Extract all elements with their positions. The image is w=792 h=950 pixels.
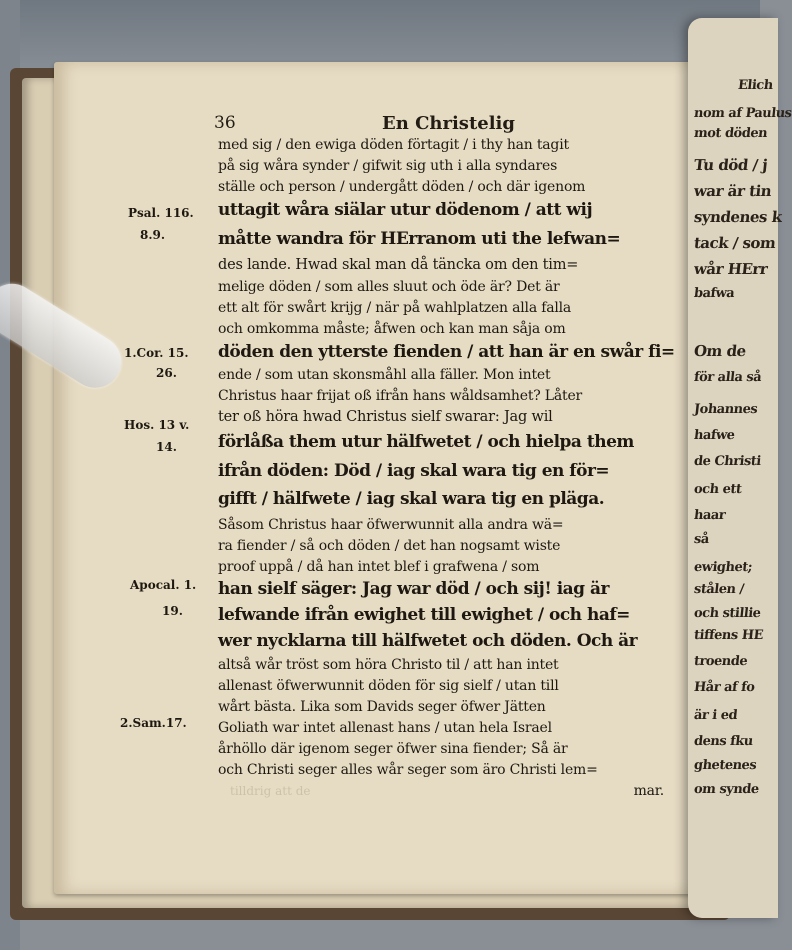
running-title: En Christelig bbox=[382, 113, 515, 134]
page-header bbox=[214, 113, 684, 135]
text-line: lefwande ifrån ewighet till ewighet / och haf= bbox=[218, 605, 630, 625]
right-page bbox=[688, 18, 792, 918]
right-page-line: de Christi bbox=[693, 454, 762, 469]
text-line: allenast öfwerwunnit döden för sig sielf / utan till bbox=[218, 678, 559, 694]
margin-note: 1.Cor. 15. bbox=[124, 346, 189, 360]
margin-note: 14. bbox=[156, 440, 177, 454]
right-page-line: tack / som bbox=[693, 234, 777, 252]
margin-note: Apocal. 1. bbox=[130, 578, 197, 592]
right-page-line: för alla så bbox=[693, 370, 762, 385]
text-line: mar. bbox=[633, 783, 664, 799]
right-page-line: dens fku bbox=[693, 734, 754, 749]
right-page-line: och stillie bbox=[693, 606, 762, 621]
right-page-line: haar bbox=[693, 508, 726, 523]
text-line: förlåßa them utur hälfwetet / och hielpa them bbox=[218, 432, 634, 452]
text-line: Christus haar frijat oß ifrån hans wåldsamhet? Låter bbox=[218, 388, 583, 404]
right-page-line: stålen / bbox=[693, 582, 745, 597]
right-page-line: Johannes bbox=[693, 402, 758, 417]
right-page-line: om synde bbox=[693, 782, 760, 797]
text-line: måtte wandra för HErranom uti the lefwan= bbox=[218, 229, 621, 249]
text-line: uttagit wåra siälar utur dödenom / att wij bbox=[218, 200, 593, 220]
right-page-line: troende bbox=[693, 654, 748, 669]
text-line: ställe och person / undergått döden / och där igenom bbox=[218, 179, 586, 195]
right-page-line: bafwa bbox=[693, 286, 736, 301]
margin-note: Hos. 13 v. bbox=[124, 418, 190, 432]
text-line: melige döden / som alles sluut och öde är? Det är bbox=[218, 279, 560, 295]
show-through-text: tilldrig att de bbox=[230, 784, 311, 798]
text-line: wårt bästa. Lika som Davids seger öfwer Jätten bbox=[218, 699, 546, 715]
right-page-line: och ett bbox=[693, 482, 743, 497]
text-line: århöllo där igenom seger öfwer sina fiender; Så är bbox=[218, 741, 568, 757]
right-page-line: Hår af fo bbox=[693, 680, 756, 695]
text-line: proof uppå / då han intet blef i grafwena / som bbox=[218, 559, 540, 575]
text-line: Såsom Christus haar öfwerwunnit alla andra wä= bbox=[218, 517, 564, 533]
right-page-line: mot döden bbox=[693, 126, 768, 141]
right-page-line: wår HErr bbox=[693, 260, 769, 278]
right-page-line: ghetenes bbox=[693, 758, 757, 773]
text-line: gifft / hälfwete / iag skal wara tig en pläga. bbox=[218, 489, 605, 509]
margin-note: 26. bbox=[156, 366, 177, 380]
right-page-line: war är tin bbox=[693, 182, 773, 200]
text-line: Goliath war intet allenast hans / utan hela Israel bbox=[218, 720, 552, 736]
text-line: ra fiender / så och döden / det han nogsamt wiste bbox=[218, 538, 561, 554]
right-page-line: Tu död / j bbox=[693, 156, 769, 174]
margin-note: 2.Sam.17. bbox=[120, 716, 187, 730]
text-line: ett alt för swårt krijg / när på wahlplatzen alla falla bbox=[218, 300, 572, 316]
right-page-line: Elich bbox=[737, 78, 774, 93]
text-line: och omkomma måste; åfwen och kan man såja om bbox=[218, 321, 566, 337]
right-page-line: nom af Paulus bbox=[693, 106, 792, 121]
text-line: ter oß höra hwad Christus sielf swarar: Jag wil bbox=[218, 409, 553, 425]
margin-note: 19. bbox=[162, 604, 183, 618]
right-page-line: så bbox=[693, 532, 710, 547]
margin-note: 8.9. bbox=[140, 228, 166, 242]
text-line: ende / som utan skonsmåhl alla fäller. Mon intet bbox=[218, 367, 551, 383]
right-page-line: tiffens HE bbox=[693, 628, 764, 643]
text-line: döden den ytterste fienden / att han är en swår fi= bbox=[218, 342, 675, 362]
text-line: och Christi seger alles wår seger som äro Christi lem= bbox=[218, 762, 598, 778]
right-page-line: ewighet; bbox=[693, 560, 753, 575]
text-line: wer nycklarna till hälfwetet och döden. Och är bbox=[218, 631, 638, 651]
right-page-line: är i ed bbox=[693, 708, 738, 723]
page-number: 36 bbox=[214, 113, 236, 133]
right-page-line: hafwe bbox=[693, 428, 736, 443]
margin-note: Psal. 116. bbox=[128, 206, 194, 220]
text-line: med sig / den ewiga döden förtagit / i thy han tagit bbox=[218, 137, 569, 153]
right-page-line: syndenes k bbox=[693, 208, 783, 226]
text-line: han sielf säger: Jag war död / och sij! iag är bbox=[218, 579, 609, 599]
text-line: altså wår tröst som höra Christo til / att han intet bbox=[218, 657, 559, 673]
text-line: på sig wåra synder / gifwit sig uth i alla syndares bbox=[218, 158, 558, 174]
text-line: des lande. Hwad skal man då täncka om den tim= bbox=[218, 257, 579, 273]
right-page-line: Om de bbox=[693, 342, 747, 360]
text-line: ifrån döden: Död / iag skal wara tig en för= bbox=[218, 461, 610, 481]
